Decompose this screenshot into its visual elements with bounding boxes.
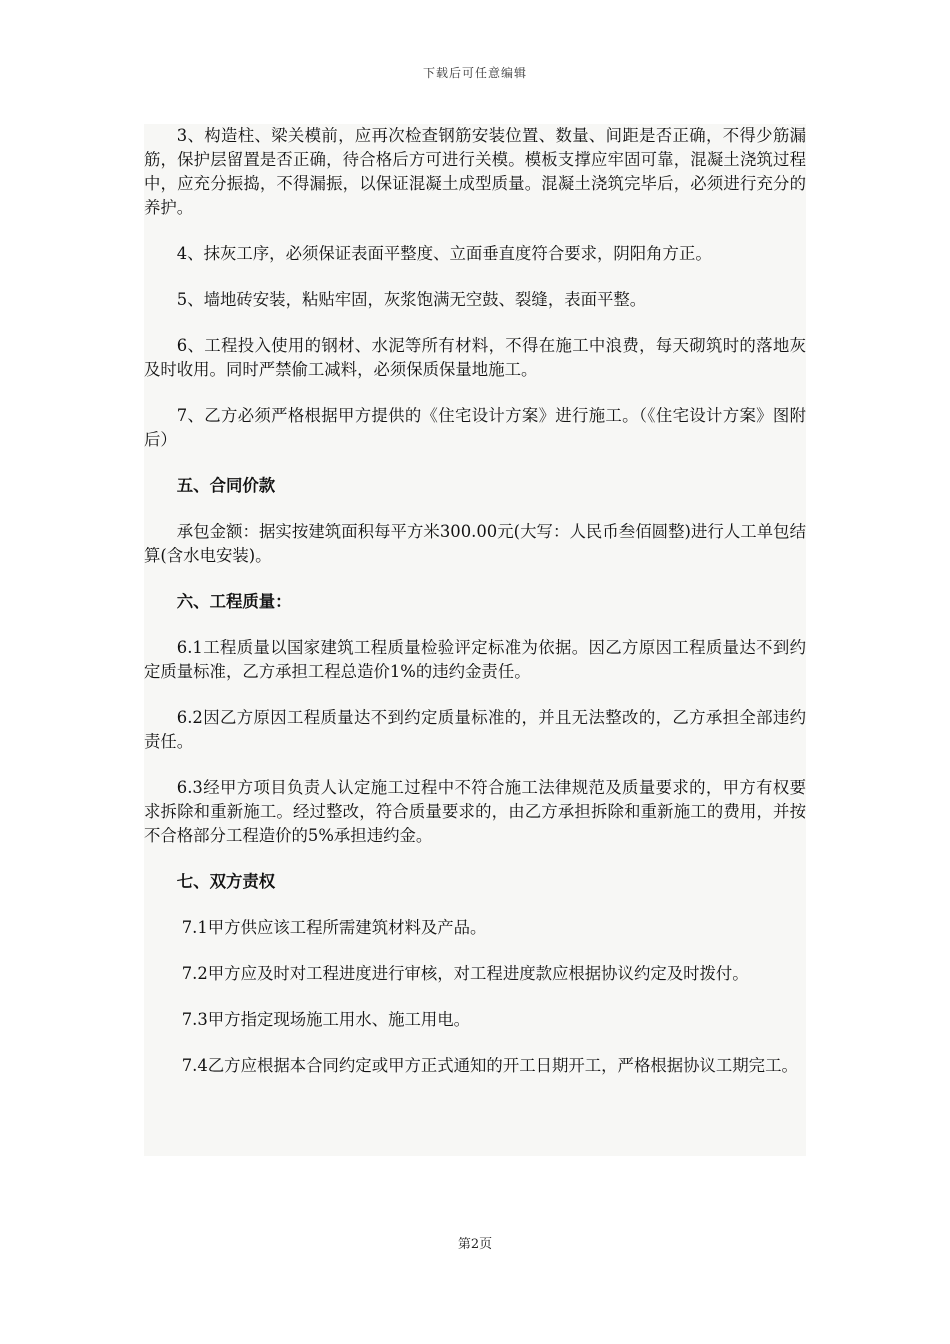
clause-7-2: 7.2甲方应及时对工程进度进行审核，对工程进度款应根据协议约定及时拨付。 xyxy=(181,964,749,983)
clause-6-3: 6.3经甲方项目负责人认定施工过程中不符合施工法律规范及质量要求的，甲方有权要求拆除和重新施工。经过整改，符合质量要求的，由乙方承担拆除和重新施工的费用，并按不合格部分工程造价的5%承担违约金。 xyxy=(144,778,806,845)
clause-4-plastering: 4、抹灰工序，必须保证表面平整度、立面垂直度符合要求，阴阳角方正。 xyxy=(176,244,712,263)
clause-5-tiling: 5、墙地砖安装，粘贴牢固，灰浆饱满无空鼓、裂缝，表面平整。 xyxy=(176,290,647,309)
section-heading-quality: 六、工程质量： xyxy=(176,592,292,611)
document-body xyxy=(144,124,806,1156)
page-header-note: 下载后可任意编辑 xyxy=(422,66,527,80)
section-heading-rights: 七、双方责权 xyxy=(176,872,276,891)
clause-7-1: 7.1甲方供应该工程所需建筑材料及产品。 xyxy=(181,918,487,937)
clause-6-2: 6.2因乙方原因工程质量达不到约定质量标准的，并且无法整改的，乙方承担全部违约责任。 xyxy=(144,708,806,751)
clause-7-design-plan: 7、乙方必须严格根据甲方提供的《住宅设计方案》进行施工。（《住宅设计方案》图附后） xyxy=(144,406,806,449)
clause-3-formwork: 3、构造柱、梁关模前，应再次检查钢筋安装位置、数量、间距是否正确，不得少筋漏筋，保护层留置是否正确，待合格后方可进行关模。模板支撑应牢固可靠，混凝土浇筑过程中，应充分振捣，不得漏振，以保证混凝土成型质量。混凝土浇筑完毕后，必须进行充分的养护。 xyxy=(144,126,806,217)
clause-6-materials: 6、工程投入使用的钢材、水泥等所有材料，不得在施工中浪费，每天砌筑时的落地灰及时收用。同时严禁偷工减料，必须保质保量地施工。 xyxy=(144,336,806,379)
page-number: 第2页 xyxy=(457,1237,493,1252)
clause-7-4: 7.4乙方应根据本合同约定或甲方正式通知的开工日期开工，严格根据协议工期完工。 xyxy=(181,1056,798,1075)
contract-amount-paragraph: 承包金额：据实按建筑面积每平方米300.00元(大写：人民币叁佰圆整)进行人工单包结算(含水电安装)。 xyxy=(144,522,806,565)
clause-6-1: 6.1工程质量以国家建筑工程质量检验评定标准为依据。因乙方原因工程质量达不到约定质量标准，乙方承担工程总造价1%的违约金责任。 xyxy=(144,638,806,681)
clause-7-3: 7.3甲方指定现场施工用水、施工用电。 xyxy=(181,1010,471,1029)
section-heading-contract-price: 五、合同价款 xyxy=(176,476,276,495)
